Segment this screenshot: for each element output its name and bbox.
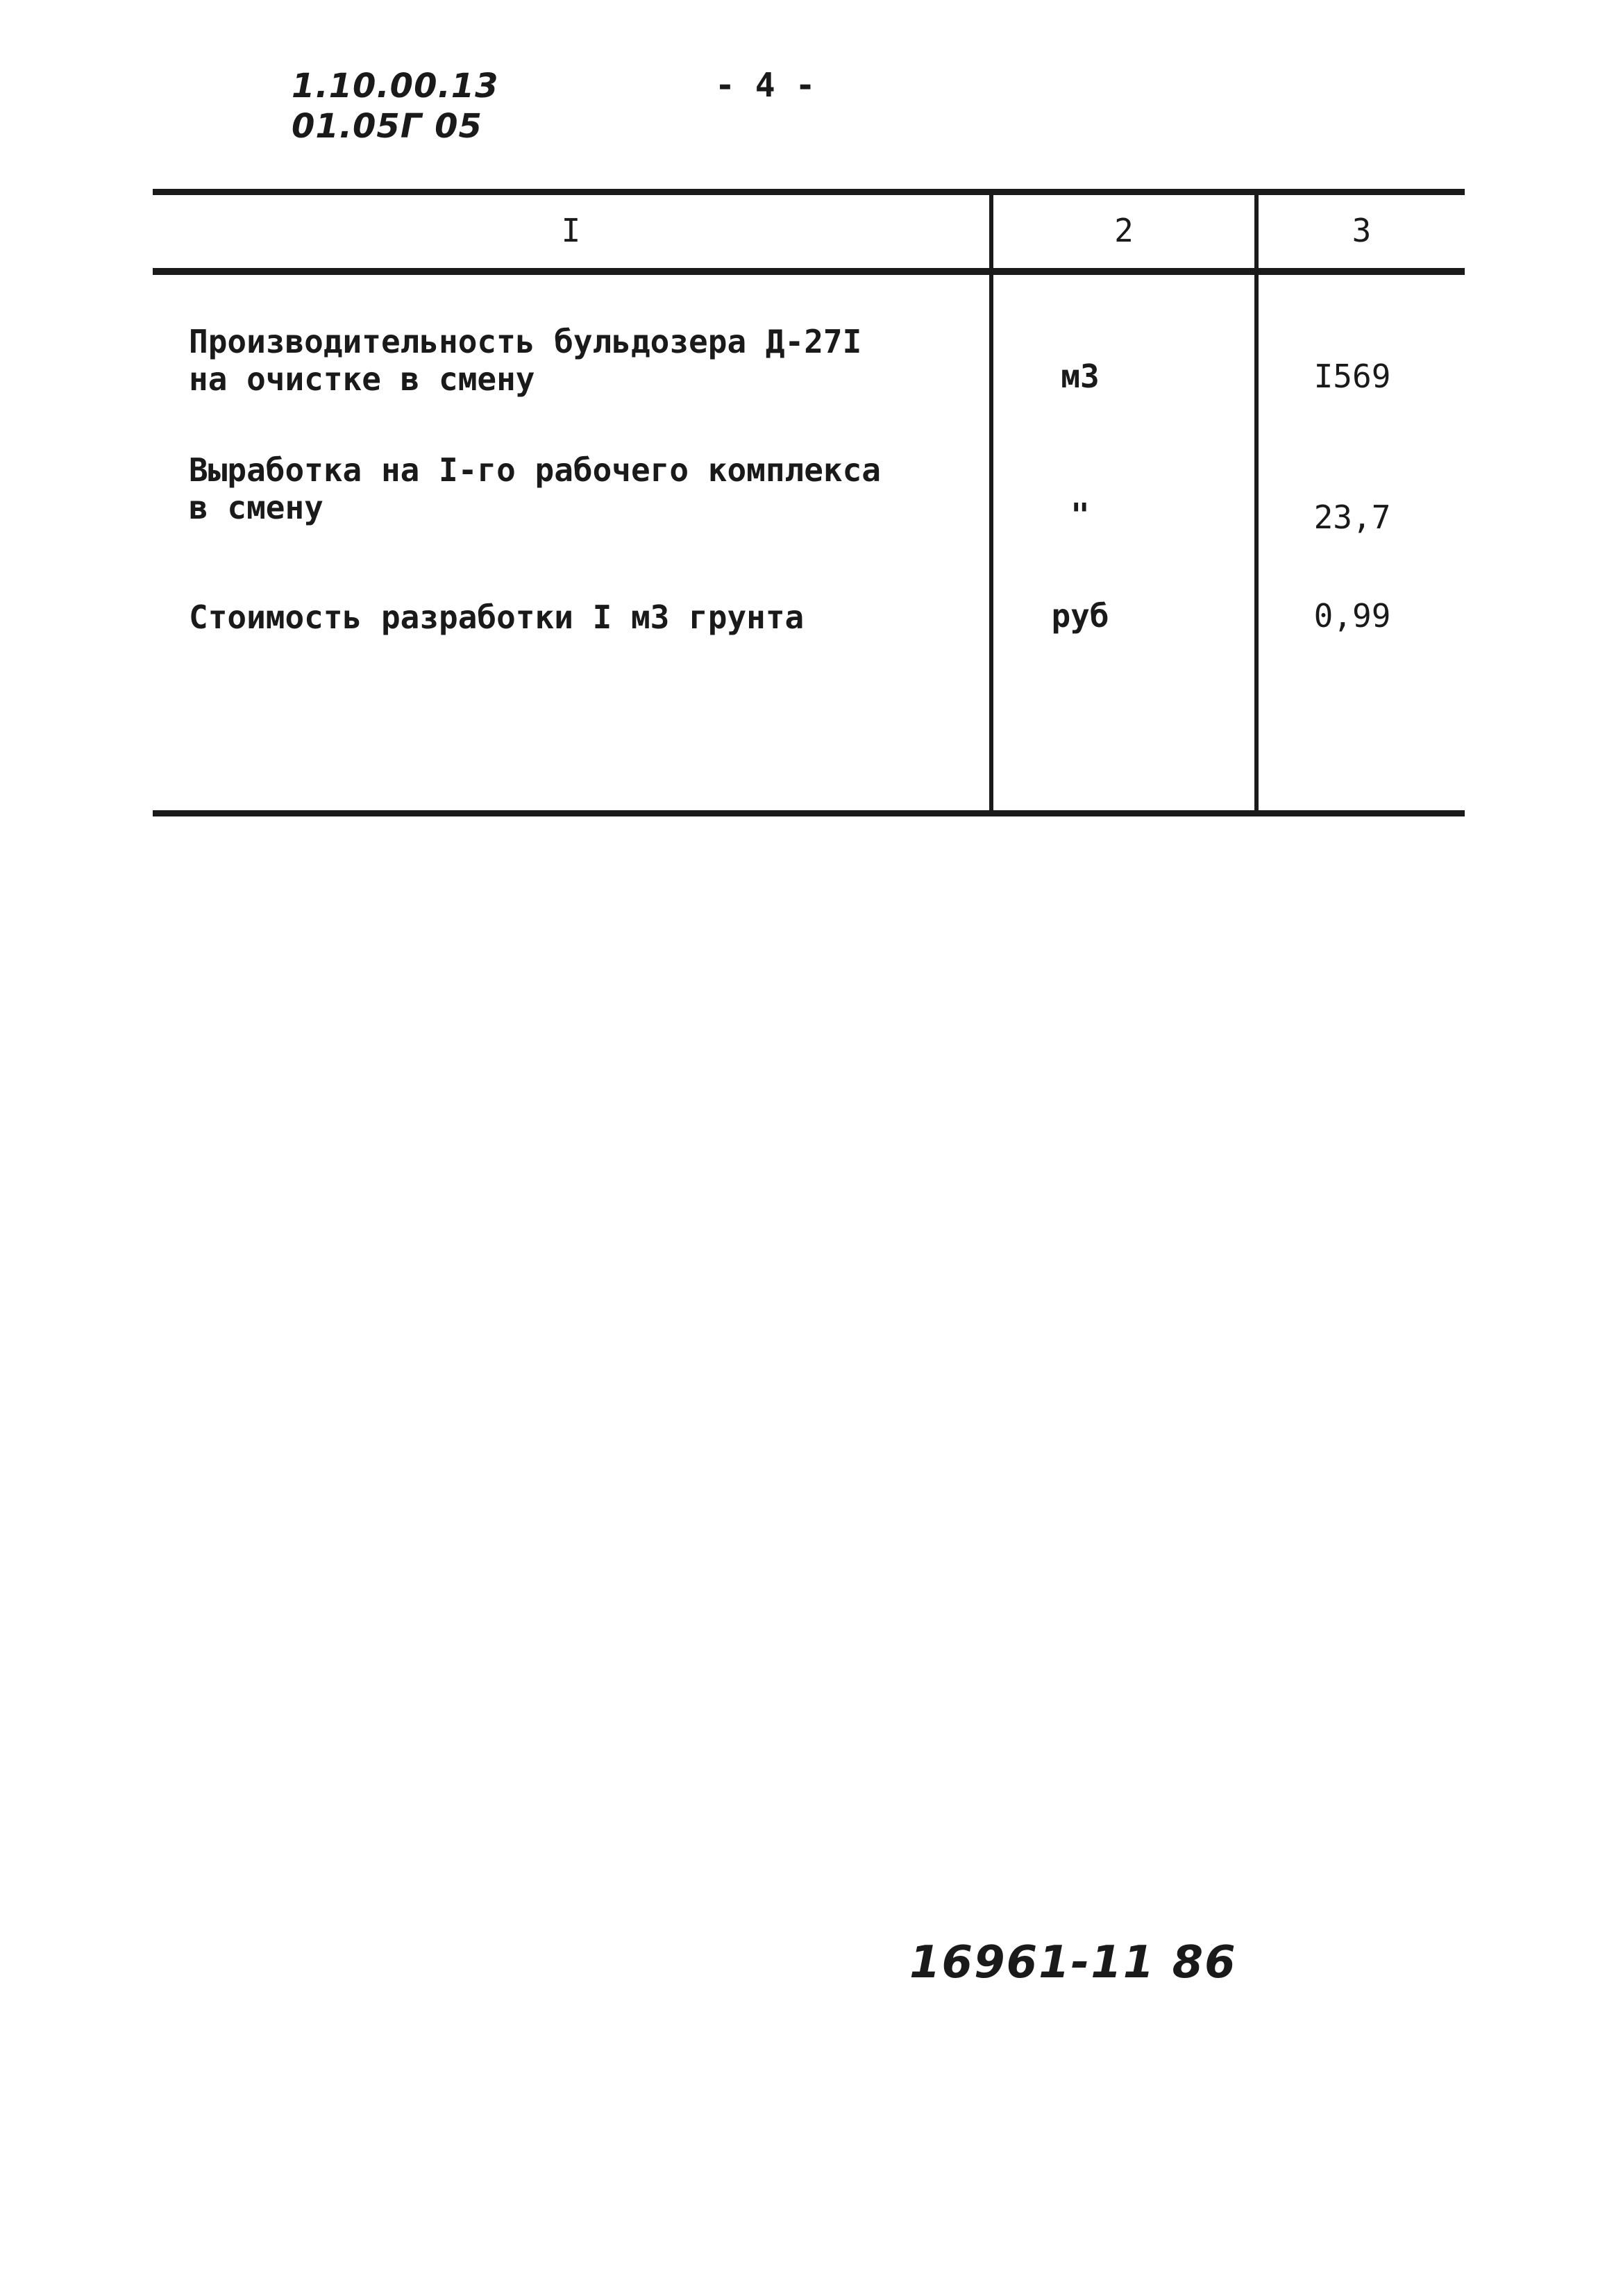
description-line: в смену bbox=[189, 489, 323, 526]
description-line: на очистке в смену bbox=[189, 360, 535, 398]
table-row-2-value: 23,7 bbox=[1313, 498, 1391, 536]
description-line: Производительность бульдозера Д-27I bbox=[189, 323, 862, 360]
table-row-3-value: 0,99 bbox=[1313, 597, 1391, 635]
column-header-2: 2 bbox=[1114, 212, 1134, 249]
table-top-rule bbox=[153, 189, 1465, 195]
page-number: - 4 - bbox=[715, 66, 816, 105]
document-code-line-2: 01.05Г 05 bbox=[292, 107, 482, 146]
description-line: Стоимость разработки I м3 грунта bbox=[189, 598, 805, 636]
handwritten-inventory-number: 16961-11 86 bbox=[909, 1937, 1237, 1988]
table-row-1-value: I569 bbox=[1313, 358, 1391, 395]
document-code-line-1: 1.10.00.13 bbox=[292, 67, 499, 106]
table-row-2-description bbox=[189, 451, 980, 526]
table-row-3-unit: руб bbox=[1051, 597, 1109, 635]
description-line: Выработка на I-го рабочего комплекса bbox=[189, 451, 881, 489]
column-header-3: 3 bbox=[1352, 212, 1372, 249]
table-row-1-description bbox=[189, 323, 980, 398]
table-bottom-rule bbox=[153, 810, 1465, 816]
document-code bbox=[292, 66, 499, 146]
table-row-3-description bbox=[189, 598, 980, 636]
table-row-2-unit: " bbox=[1070, 496, 1090, 534]
table-row-1-unit: м3 bbox=[1061, 358, 1100, 395]
column-header-1: I bbox=[561, 212, 581, 249]
table-header-rule bbox=[153, 268, 1465, 275]
